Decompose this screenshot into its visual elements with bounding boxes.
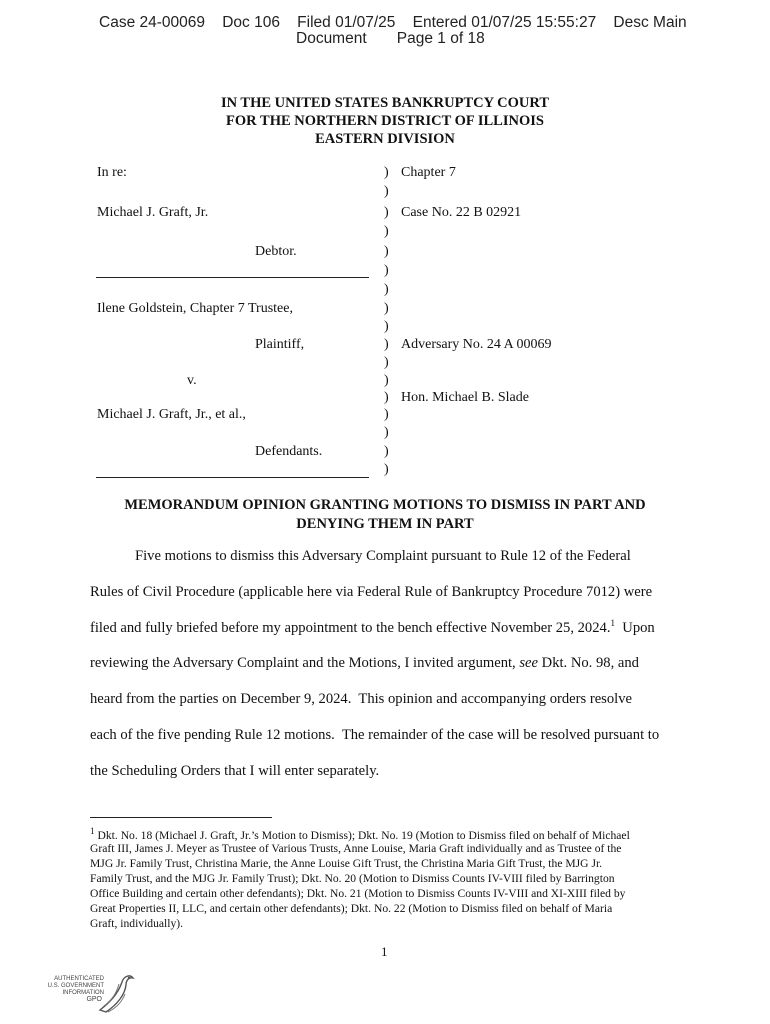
opinion-title-line-2: DENYING THEM IN PART <box>296 516 474 532</box>
body-line-4-text: reviewing the Adversary Complaint and the Motions, I invited argument, <box>90 655 520 671</box>
footnote-separator <box>90 817 272 818</box>
gpo-seal-line-4: GPO <box>86 996 102 1003</box>
caption-paren: ) <box>384 390 389 405</box>
caption-in-re: In re: <box>97 165 127 180</box>
caption-paren: ) <box>384 373 389 388</box>
caption-case-number: Case No. 22 B 02921 <box>401 205 522 220</box>
body-line-3-tail: Upon <box>614 620 655 636</box>
body-line-3-text: filed and fully briefed before my appointment to the bench effective November 25, 2024. <box>90 620 611 636</box>
footnote-line-3: MJG Jr. Family Trust, Christina Marie, the Anne Louise Gift Trust, the Christina Maria Gift Trust, the MJG Jr. <box>90 857 603 870</box>
caption-versus: v. <box>187 373 197 388</box>
caption-paren: ) <box>384 319 389 334</box>
caption-paren: ) <box>384 205 389 220</box>
caption-paren: ) <box>384 462 389 477</box>
footnote-line-4: Family Trust, and the MJG Jr. Family Trust); Dkt. No. 20 (Motion to Dismiss Counts IV-VIII filed by Barrington <box>90 872 615 885</box>
caption-plaintiff-label: Plaintiff, <box>255 337 305 352</box>
body-line-2: Rules of Civil Procedure (applicable here via Federal Rule of Bankruptcy Procedure 7012) were <box>90 584 653 600</box>
caption-paren: ) <box>384 337 389 352</box>
caption-paren: ) <box>384 184 389 199</box>
caption-paren: ) <box>384 444 389 459</box>
footnote-line-2: Graft III, James J. Meyer as Trustee of Various Trusts, Anne Louise, Maria Graft individually and as Trustee of the <box>90 842 622 855</box>
gpo-seal-line-1: AUTHENTICATED <box>54 976 104 982</box>
caption-debtor-name: Michael J. Graft, Jr. <box>97 205 209 220</box>
footnote-line-1-text: Dkt. No. 18 (Michael J. Graft, Jr.’s Motion to Dismiss); Dkt. No. 19 (Motion to Dismiss filed on behalf of Michael <box>97 828 630 842</box>
caption-paren: ) <box>384 282 389 297</box>
body-line-6: each of the five pending Rule 12 motions. The remainder of the case will be resolved pursuant to <box>90 727 660 743</box>
caption-paren: ) <box>384 301 389 316</box>
footnote-line-7: Graft, individually). <box>90 917 184 930</box>
opinion-title-line-1: MEMORANDUM OPINION GRANTING MOTIONS TO DISMISS IN PART AND <box>124 497 646 513</box>
footnote-reference[interactable]: 1 <box>610 618 615 629</box>
gpo-seal-line-3: INFORMATION <box>62 990 104 996</box>
ecf-header-line-1: Case 24-00069 Doc 106 Filed 01/07/25 Entered 01/07/25 15:55:27 Desc Main <box>99 14 687 31</box>
caption-paren: ) <box>384 244 389 259</box>
caption-paren: ) <box>384 224 389 239</box>
caption-judge: Hon. Michael B. Slade <box>401 390 529 405</box>
caption-paren: ) <box>384 355 389 370</box>
page-number: 1 <box>381 944 388 959</box>
caption-paren: ) <box>384 425 389 440</box>
court-district: FOR THE NORTHERN DISTRICT OF ILLINOIS <box>226 113 544 129</box>
court-name: IN THE UNITED STATES BANKRUPTCY COURT <box>220 95 550 111</box>
caption-chapter: Chapter 7 <box>401 165 456 180</box>
footnote-line-1 <box>90 826 630 842</box>
caption-divider-2 <box>96 477 369 478</box>
caption-paren: ) <box>384 263 389 278</box>
gpo-seal-line-2: U.S. GOVERNMENT <box>47 983 104 989</box>
body-line-5: heard from the parties on December 9, 2024. This opinion and accompanying orders resolve <box>90 691 632 707</box>
gpo-eagle-icon <box>96 972 136 1016</box>
body-line-4-tail: Dkt. No. 98, and <box>538 655 639 671</box>
caption-divider-1 <box>96 277 369 278</box>
body-line-4 <box>90 655 639 672</box>
caption-paren: ) <box>384 407 389 422</box>
caption-plaintiff-name: Ilene Goldstein, Chapter 7 Trustee, <box>97 301 293 316</box>
gpo-authentication-seal <box>42 972 132 1016</box>
footnote-line-6: Great Properties II, LLC, and certain other defendants); Dkt. No. 22 (Motion to Dismiss filed on behalf of Maria <box>90 902 613 915</box>
body-line-3 <box>90 620 655 637</box>
footnote-line-5: Office Building and certain other defendants); Dkt. No. 21 (Motion to Dismiss Counts IV-VIII and XI-XIII filed by <box>90 887 626 900</box>
ecf-header-line-2: Document Page 1 of 18 <box>296 30 485 47</box>
caption-paren: ) <box>384 165 389 180</box>
caption-debtor-label: Debtor. <box>255 244 297 259</box>
caption-defendant-name: Michael J. Graft, Jr., et al., <box>97 407 246 422</box>
body-line-1: Five motions to dismiss this Adversary Complaint pursuant to Rule 12 of the Federal <box>135 548 631 564</box>
court-division: EASTERN DIVISION <box>315 131 455 147</box>
footnote-marker: 1 <box>90 826 95 836</box>
body-line-7: the Scheduling Orders that I will enter separately. <box>90 763 380 779</box>
caption-adversary-number: Adversary No. 24 A 00069 <box>401 337 552 352</box>
body-line-4-signal: see <box>519 655 538 671</box>
caption-defendant-label: Defendants. <box>255 444 323 459</box>
